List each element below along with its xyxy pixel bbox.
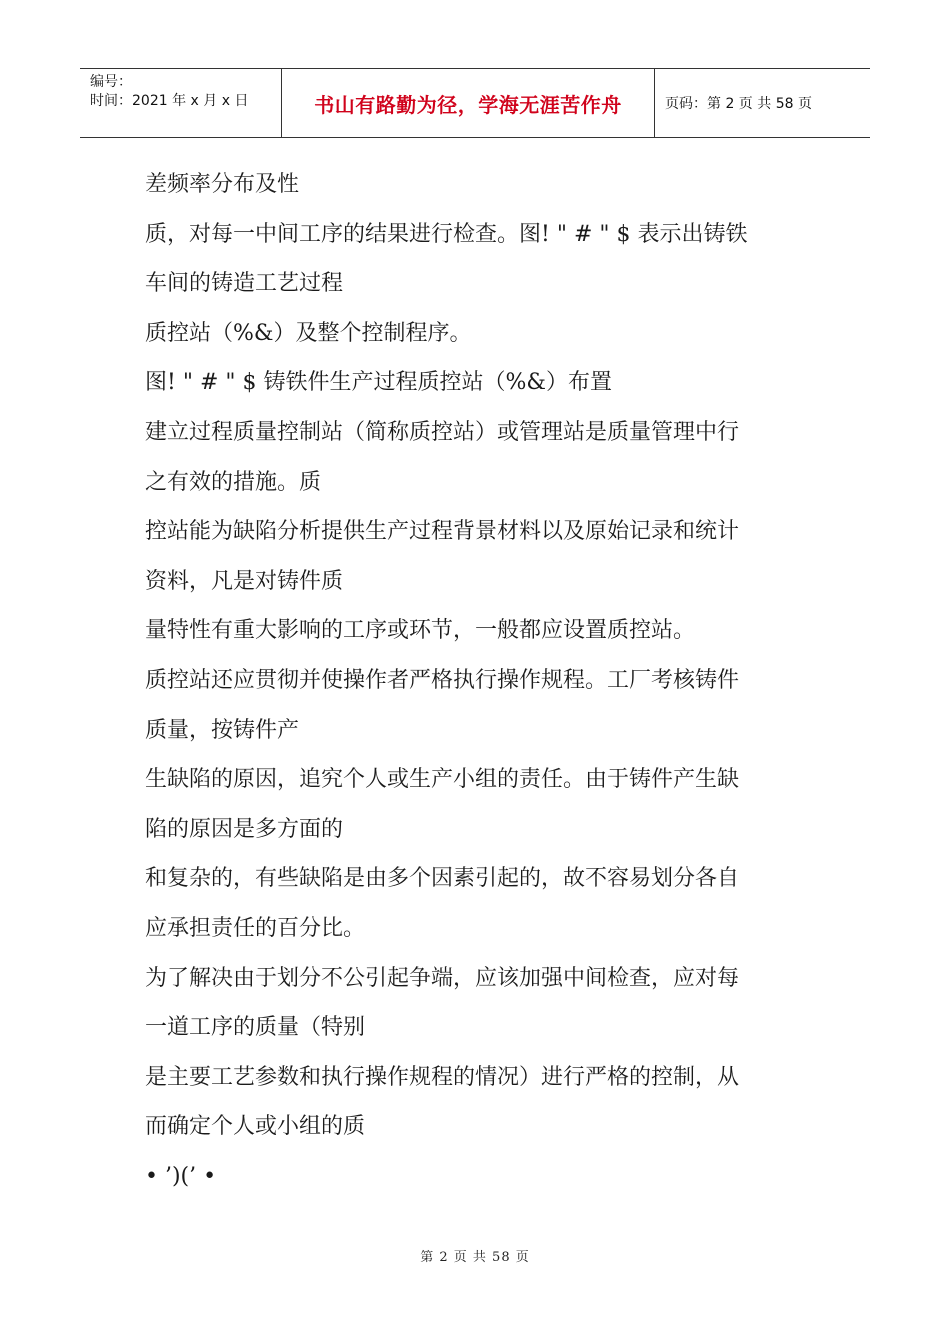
text-line: 质量，按铸件产 [145,717,300,743]
text-line: 量特性有重大影响的工序或环节，一般都应设置质控站。 [145,618,696,644]
text-line: • ’)(’ • [145,1163,217,1189]
text-line: 图! " # " $ 铸铁件生产过程质控站（%&）布置 [145,370,612,396]
text-line: 资料，凡是对铸件质 [145,568,344,594]
text-line: 质控站（%&）及整个控制程序。 [145,320,472,346]
text-line: 控站能为缺陷分析提供生产过程背景材料以及原始记录和统计 [145,519,740,545]
header-meta [80,69,282,137]
document-header [80,68,870,138]
text-line: 而确定个人或小组的质 [145,1114,366,1140]
text-line: 建立过程质量控制站（简称质控站）或管理站是质量管理中行 [145,419,740,445]
page-footer: 第 2 页 共 58 页 [420,1250,530,1265]
time-label: 时间：2021 年 x 月 x 日 [90,93,249,109]
text-line: 是主要工艺参数和执行操作规程的情况）进行严格的控制，从 [145,1064,740,1090]
text-line: 之有效的措施。质 [145,469,322,495]
text-line: 生缺陷的原因，追究个人或生产小组的责任。由于铸件产生缺 [145,767,740,793]
text-line: 质控站还应贯彻并使操作者严格执行操作规程。工厂考核铸件 [145,667,740,693]
text-line: 陷的原因是多方面的 [145,816,344,842]
text-line: 车间的铸造工艺过程 [145,271,344,297]
text-line: 和复杂的，有些缺陷是由多个因素引起的，故不容易划分各自 [145,866,740,892]
header-motto: 书山有路勤为径，学海无涯苦作舟 [282,69,655,137]
header-page-info: 页码：第 2 页 共 58 页 [665,96,812,112]
text-line: 为了解决由于划分不公引起争端，应该加强中间检查，应对每 [145,965,740,991]
text-line: 应承担责任的百分比。 [145,915,366,941]
number-label: 编号： [90,74,132,90]
document-body [145,160,825,1201]
text-line: 一道工序的质量（特别 [145,1015,366,1041]
text-line: 质，对每一中间工序的结果进行检查。图! " # " $ 表示出铸铁 [145,221,748,247]
text-line: 差频率分布及性 [145,172,300,197]
